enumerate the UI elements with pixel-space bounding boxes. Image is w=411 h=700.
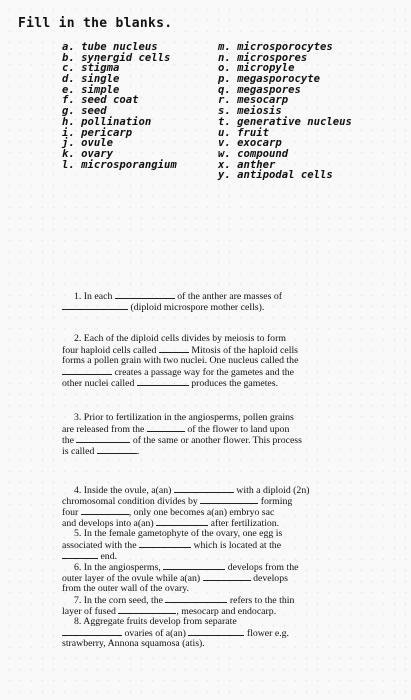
option-w: w. compound (218, 147, 289, 160)
q4-text-g: and develops into a(an) (62, 518, 154, 529)
worksheet-title: Fill in the blanks. (18, 16, 173, 31)
q2-text-a: 2. Each of the diploid cells divides by meiosis to form (74, 333, 286, 344)
q3-text-a: 3. Prior to fertilization in the angiosperms, pollen grains (74, 412, 294, 423)
q7-text-b: refers to the thin (229, 595, 295, 606)
q8-blank-2[interactable] (188, 627, 244, 636)
question-3 (62, 412, 380, 456)
q1-blank-2[interactable] (62, 301, 128, 310)
question-7 (62, 594, 380, 616)
q3-text-g: . (136, 446, 140, 457)
option-l: l. microsporangium (62, 158, 177, 171)
q4-text-c: chromosomal condition divides by (62, 496, 198, 507)
q4-text-h: after fertilization. (210, 518, 280, 529)
q6-text-a: 6. In the angiosperms, (74, 562, 161, 573)
question-6 (62, 561, 380, 594)
q5-text-c: which is located at the (193, 540, 282, 551)
option-o: o. micropyle (218, 62, 295, 75)
q4-blank-3[interactable] (81, 506, 129, 515)
q4-text-a: 4. Inside the ovule, a(an) (74, 485, 172, 496)
option-v: v. exocarp (218, 137, 282, 150)
q4-blank-4[interactable] (156, 517, 208, 526)
question-4 (62, 484, 380, 528)
question-8 (62, 616, 380, 649)
options-right-column (218, 42, 352, 181)
option-c: c. stigma (62, 62, 120, 75)
q2-text-d: forms a pollen grain with two nuclei. One nucleus called the (62, 355, 299, 366)
q6-blank-1[interactable] (163, 561, 225, 570)
q2-text-f: other nuclei called (62, 378, 135, 389)
q3-text-b: are released from the (62, 424, 145, 435)
q3-text-c: of the flower to land upon (187, 424, 290, 435)
q7-text-c: layer of fused (62, 606, 116, 617)
q7-blank-1[interactable] (165, 594, 227, 603)
option-u: u. fruit (218, 126, 270, 139)
option-f: f. seed coat (62, 94, 139, 107)
q6-text-c: outer layer of the ovule while a(an) (62, 573, 201, 584)
question-2 (62, 333, 380, 388)
option-i: i. pericarp (62, 126, 133, 139)
q3-blank-3[interactable] (97, 445, 137, 454)
q7-blank-2[interactable] (118, 605, 176, 614)
option-a: a. tube nucleus (62, 41, 158, 53)
q4-blank-1[interactable] (174, 484, 234, 493)
q8-blank-1[interactable] (62, 627, 122, 636)
q2-text-b: four haploid cells called (62, 345, 157, 356)
q8-text-b: ovaries of a(an) (124, 628, 186, 639)
q6-text-b: develops from the (227, 562, 299, 573)
q4-text-d: forming (260, 496, 293, 507)
question-5 (62, 528, 380, 561)
option-j: j. ovule (62, 137, 114, 150)
q2-blank-1[interactable] (159, 344, 189, 353)
q4-text-b: with a diploid (2n) (236, 485, 310, 496)
q1-text-c: (diploid microspore mother cells). (130, 302, 265, 313)
option-m: m. microsporocytes (218, 41, 333, 53)
q4-text-e: four (62, 507, 79, 518)
q3-blank-1[interactable] (147, 423, 185, 432)
q6-blank-2[interactable] (203, 572, 251, 581)
q5-text-a: 5. In the female gametophyte of the ovary, one egg is (74, 528, 283, 539)
q1-blank-1[interactable] (115, 290, 175, 299)
q4-text-f: , only one becomes a(an) embryo sac (128, 507, 275, 518)
q3-text-f: is called (62, 446, 95, 457)
q3-blank-2[interactable] (76, 434, 130, 443)
option-k: k. ovary (62, 147, 114, 160)
q4-blank-2[interactable] (200, 495, 258, 504)
option-b: b. synergid cells (62, 51, 171, 64)
q8-text-d: strawberry, Annona squamosa (atis). (62, 638, 205, 649)
q7-text-a: 7. In the corn seed, the (74, 595, 163, 606)
q5-text-b: associated with the (62, 540, 137, 551)
q3-text-e: of the same or another flower. This process (132, 435, 302, 446)
option-n: n. microspores (218, 51, 308, 64)
option-e: e. simple (62, 83, 120, 96)
q1-text-b: of the anther are masses of (177, 291, 282, 302)
q3-text-d: the (62, 435, 74, 446)
option-y: y. antipodal cells (218, 169, 333, 182)
option-h: h. pollination (62, 115, 152, 128)
option-x: x. anther (218, 158, 276, 171)
option-p: p. megasporocyte (218, 73, 321, 86)
option-g: g. seed (62, 105, 107, 118)
q6-text-d: develops (253, 573, 288, 584)
q2-blank-2[interactable] (62, 366, 112, 375)
option-d: d. single (62, 73, 120, 86)
q7-text-d: , mesocarp and endocarp. (176, 606, 277, 617)
q2-text-g: produces the gametes. (191, 378, 279, 389)
q8-text-a: 8. Aggregate fruits develop from separate (74, 616, 237, 627)
option-q: q. megaspores (218, 83, 301, 96)
q5-blank-1[interactable] (139, 539, 191, 548)
q8-text-c: flower e.g. (246, 628, 290, 639)
q6-text-e: from the outer wall of the ovary. (62, 583, 189, 594)
q2-blank-3[interactable] (137, 377, 189, 386)
options-left-column (62, 42, 177, 170)
option-s: s. meiosis (218, 105, 282, 118)
q1-text-a: 1. In each (74, 291, 113, 302)
option-r: r. mesocarp (218, 94, 289, 107)
q2-text-e: creates a passage way for the gametes and the (114, 367, 294, 378)
q5-blank-2[interactable] (62, 550, 98, 559)
q2-text-c: Mitosis of the haploid cells (191, 345, 298, 356)
q5-text-d: end. (100, 551, 118, 562)
question-1 (62, 290, 380, 312)
option-t: t. generative nucleus (218, 115, 352, 128)
